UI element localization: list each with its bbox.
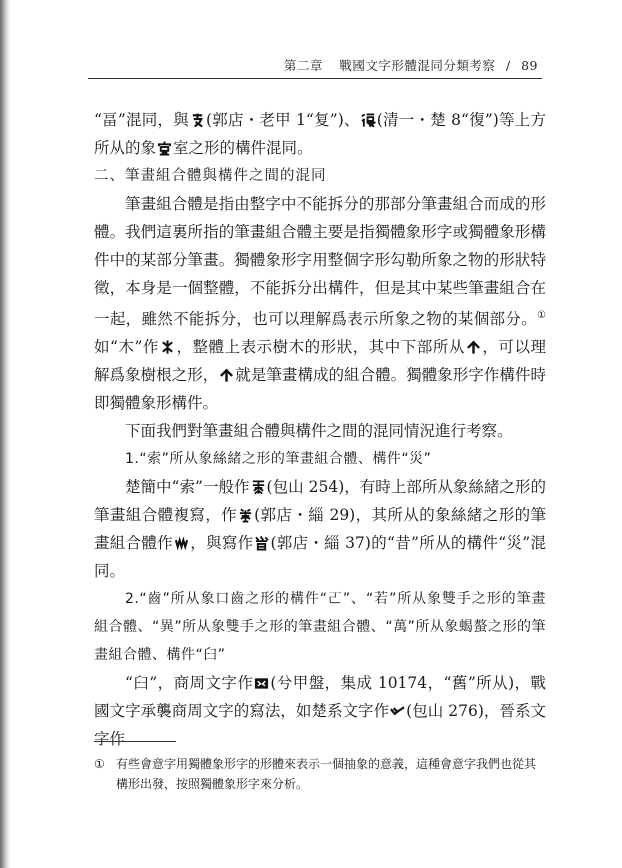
header-page-number: 89: [521, 58, 538, 73]
text-run: ，可以理解爲象樹根之形，: [94, 338, 546, 384]
text-run: 筆畫組合體是指由整字中不能拆分的那部分筆畫組合而成的形體。我們這裏所指的筆畫組合體主要是指獨體象形字或獨體象形構件中的某部分筆畫。獨體象形字用整個字形勾勒所象之物的形狀特徵，本身是一個整體，不能拆分出構件，但是其中某些筆畫組合在一起，雖然不能拆分，也可以理解爲表示所象之物的某個部分。: [94, 195, 546, 328]
footnote: [94, 754, 546, 794]
footnote-rule: [94, 741, 176, 742]
glyph-jiu-bronze-icon: [254, 675, 269, 691]
subheading-1: 1.“索”所从象絲緒之形的筆畫組合體、構件“災”: [125, 451, 432, 467]
glyph-jiu-chu-icon: [390, 703, 405, 719]
glyph-mu-tree-icon: [160, 339, 175, 355]
paragraph-4: [94, 473, 546, 585]
text-run: 就是筆畫構成的組合體。獨體象形字作構件時即獨體象形構件。: [94, 366, 546, 412]
footnote-text: 有些會意字用獨體象形字的形體來表示一個抽象的意義，這種會意字我們也從其構形出發，按照獨體象形字來分析。: [116, 757, 537, 791]
text-run: (兮甲盤，集成 10174，“舊”所从)，戰國文字承襲商周文字的寫法，如楚系文字作: [94, 674, 546, 720]
page-spine-shadow: [0, 0, 10, 868]
glyph-fu-simplified-icon: [190, 112, 205, 128]
glyph-arrow-roots-icon: [219, 367, 234, 383]
text-run: 室之形的構件混同。: [173, 139, 313, 157]
text-run: ，整體上表示樹木的形狀，其中下部所从: [175, 338, 465, 356]
paragraph-3: 下面我們對筆畫組合體與構件之間的混同情況進行考察。: [125, 422, 513, 440]
glyph-suo-2-icon: [238, 507, 253, 523]
glyph-suo-1-icon: [251, 479, 266, 495]
header-title: 戰國文字形體混同分類考察: [339, 58, 496, 73]
glyph-arrow-roots-icon: [466, 339, 481, 355]
text-run: (包山 254)，有時上部所从象絲緒之形的筆畫組合體複寫，作: [94, 478, 547, 524]
text-run: (郭店・老甲 1“复”)、: [205, 111, 360, 129]
text-run: 楚簡中“索”一般作: [125, 478, 250, 496]
subheading-2: 2.“齒”所从象口齒之形的構件“𠀀”、“若”所从象雙手之形的筆畫組合體、“異”所从象雙手之形的筆畫組合體、“萬”所从象蝎螯之形的筆畫組合體、構件“臼”: [94, 591, 546, 663]
text-run: “臼”，商周文字作: [125, 674, 254, 692]
text-run: (郭店・緇 37)的“昔”所从的構件“災”混同。: [94, 534, 546, 580]
paragraph-2: [94, 190, 546, 417]
header-chapter: 第二章: [283, 58, 323, 73]
header-rule: [88, 78, 542, 79]
body-text: [94, 106, 546, 753]
text-run: (清一・楚 8“復”)等上方所从的象: [94, 111, 546, 157]
glyph-house-component-icon: [157, 140, 172, 156]
glyph-silk-threads-icon: [174, 535, 189, 551]
footnote-mark: ①: [94, 757, 105, 771]
text-run: ，與寫作: [189, 534, 254, 552]
section-title: 二、筆畫組合體與構件之間的混同: [94, 168, 327, 184]
running-header: [284, 56, 538, 74]
text-run: (郭店・緇 29)，其所从的象絲緒之形的筆畫組合體作: [94, 506, 546, 552]
text-run: 如“木”作: [94, 338, 159, 356]
header-separator: /: [505, 58, 511, 73]
glyph-xi-icon: [254, 535, 269, 551]
footnote-reference[interactable]: ①: [537, 310, 546, 321]
paragraph-1: [94, 106, 546, 162]
glyph-fu-traditional-icon: [361, 112, 376, 128]
text-run: (包山 276)，晉系文字作: [94, 702, 546, 748]
text-run: “畐”混同，與: [94, 111, 189, 129]
